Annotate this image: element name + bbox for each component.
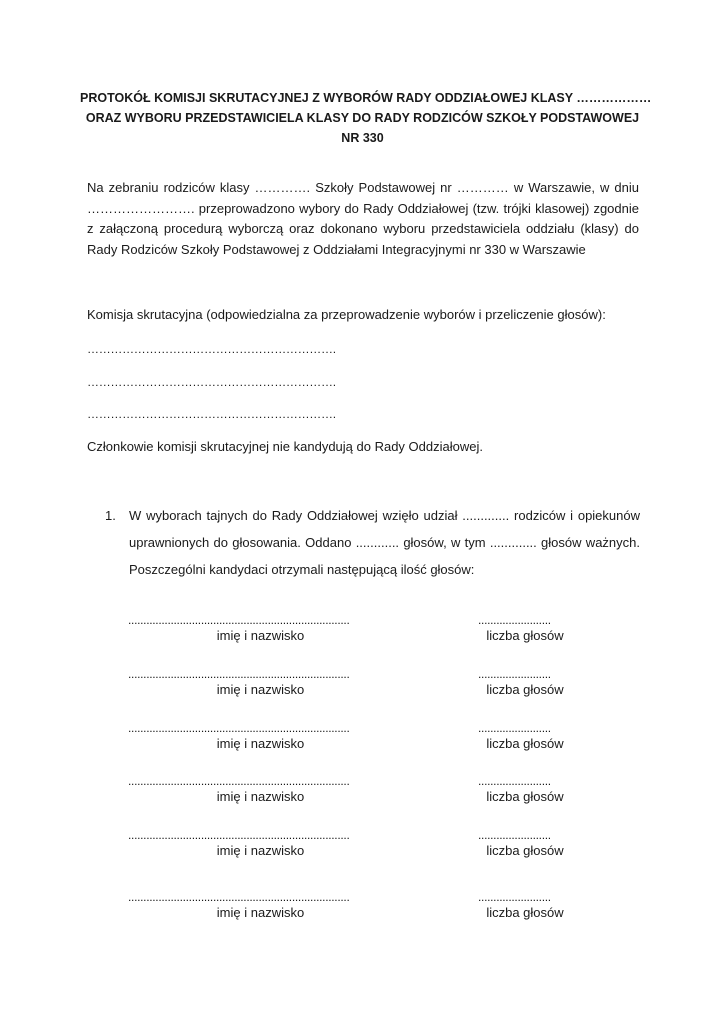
title-line-3: NR 330	[341, 131, 384, 145]
candidate-name-line: .........................................................................	[128, 774, 350, 788]
candidate-row	[0, 828, 725, 862]
commission-member-line-3: ……………………………………………………….	[87, 407, 336, 421]
candidate-name-label: imię i nazwisko	[216, 682, 305, 697]
candidate-votes-label: liczba głosów	[486, 905, 564, 920]
candidate-row	[0, 721, 725, 755]
candidate-name-label: imię i nazwisko	[216, 843, 305, 858]
candidate-name-line: .........................................................................	[128, 890, 350, 904]
candidate-votes-line: ........................	[478, 721, 551, 735]
commission-heading: Komisja skrutacyjna (odpowiedzialna za przeprowadzenie wyborów i przeliczenie głosów):	[87, 307, 606, 322]
candidate-name-line: .........................................................................	[128, 721, 350, 735]
candidate-row	[0, 613, 725, 647]
candidate-name-line: .........................................................................	[128, 667, 350, 681]
candidate-votes-line: ........................	[478, 828, 551, 842]
candidate-votes-label: liczba głosów	[486, 628, 564, 643]
candidate-votes-label: liczba głosów	[486, 736, 564, 751]
list-item-text: W wyborach tajnych do Rady Oddziałowej wzięło udział ............. rodziców i opiekunów uprawnionych do głosowania. Oddano ............ głosów, w tym ............. głosów ważnych. Poszczególni kandydaci otrzymali następującą ilość głosów:	[129, 508, 640, 577]
candidate-row	[0, 667, 725, 701]
candidate-votes-line: ........................	[478, 613, 551, 627]
candidate-name-label: imię i nazwisko	[216, 736, 305, 751]
commission-note: Członkowie komisji skrutacyjnej nie kandydują do Rady Oddziałowej.	[87, 439, 483, 454]
candidate-row	[0, 774, 725, 808]
candidate-votes-label: liczba głosów	[486, 682, 564, 697]
candidate-votes-line: ........................	[478, 890, 551, 904]
candidate-votes-line: ........................	[478, 667, 551, 681]
document-title	[80, 88, 652, 148]
list-item-number: 1.	[105, 508, 116, 523]
title-line-1: PROTOKÓŁ KOMISJI SKRUTACYJNEJ Z WYBORÓW RADY ODDZIAŁOWEJ KLASY ………………	[80, 91, 652, 105]
candidate-name-label: imię i nazwisko	[216, 905, 305, 920]
commission-member-line-2: ……………………………………………………….	[87, 375, 336, 389]
candidate-name-line: .........................................................................	[128, 828, 350, 842]
candidate-votes-label: liczba głosów	[486, 843, 564, 858]
candidate-name-label: imię i nazwisko	[216, 789, 305, 804]
title-line-2: ORAZ WYBORU PRZEDSTAWICIELA KLASY DO RADY RODZICÓW SZKOŁY PODSTAWOWEJ	[85, 111, 640, 125]
candidate-name-label: imię i nazwisko	[216, 628, 305, 643]
candidate-row	[0, 890, 725, 924]
candidate-votes-line: ........................	[478, 774, 551, 788]
candidate-votes-label: liczba głosów	[486, 789, 564, 804]
intro-paragraph: Na zebraniu rodziców klasy …………. Szkoły Podstawowej nr ………… w Warszawie, w dniu ……………………. przeprowadzono wybory do Rady Oddziałowej (tzw. trójki klasowej) zgodnie z załączoną procedurą wyborczą oraz dokonano wyboru przedstawiciela oddziału (klasy) do Rady Rodziców Szkoły Podstawowej z Oddziałami Integracyjnymi nr 330 w Warszawie	[87, 180, 639, 257]
candidate-name-line: .........................................................................	[128, 613, 350, 627]
list-item-1	[105, 502, 640, 583]
commission-member-line-1: ……………………………………………………….	[87, 342, 336, 356]
